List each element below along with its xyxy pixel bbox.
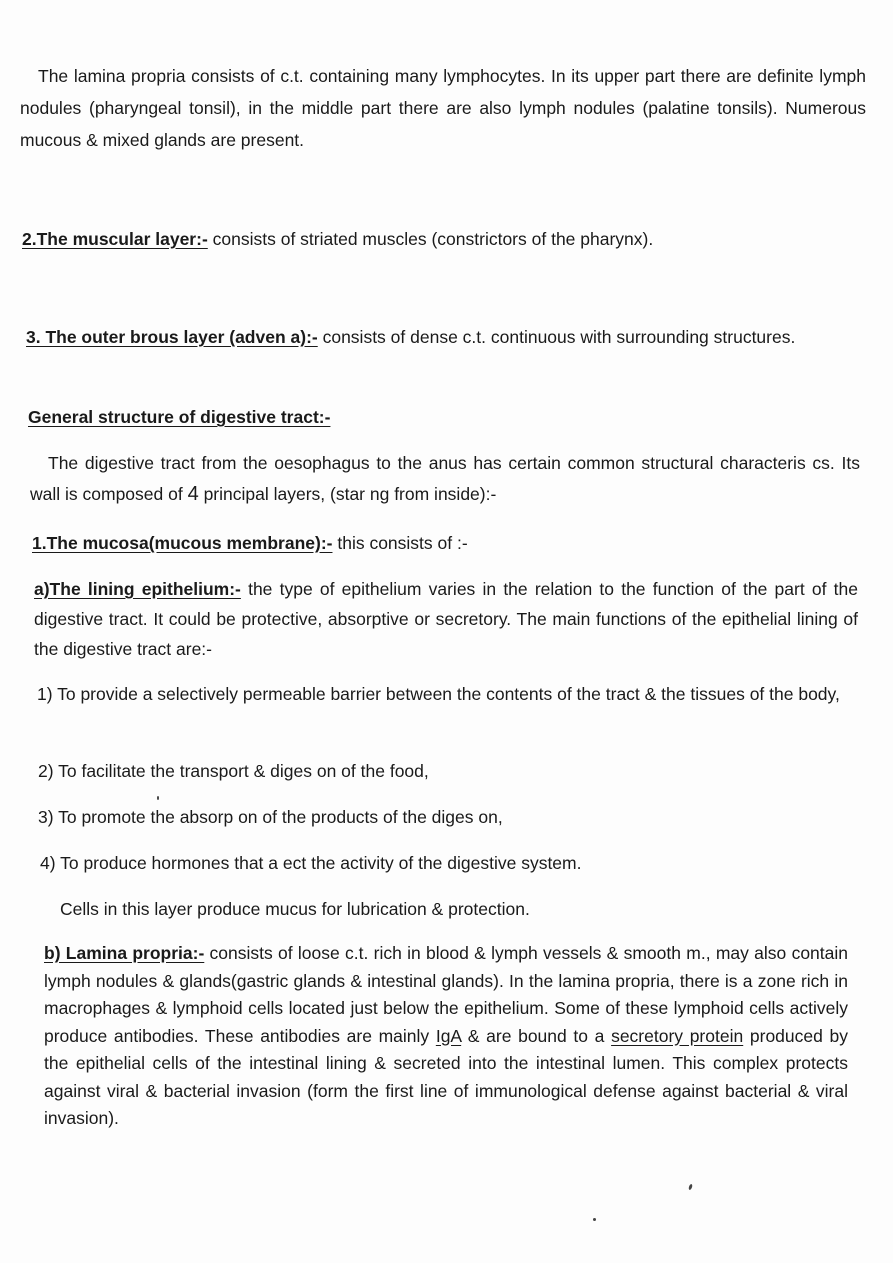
scan-speck	[157, 796, 159, 800]
paragraph-lamina-propria-pharynx	[20, 60, 866, 156]
scan-speck	[688, 1184, 693, 1191]
general-text-part1: The digestive tract from the oesophagus to the anus has certain common structural characteris cs. Its wall is composed of	[30, 453, 860, 504]
function-item-2	[38, 756, 858, 787]
lining-epithelium-heading: a)The lining epithelium:-	[34, 579, 241, 599]
paragraph-general-structure	[30, 448, 860, 510]
paragraph-text: The lamina propria consists of c.t. containing many lymphocytes. In its upper part there are definite lymph nodules (pharyngeal tonsil), in the middle part there are also lymph nodules (palatine tonsils). Numerous mucous & mixed glands are present.	[20, 66, 866, 150]
lamina-text-part2: & are bound to a	[461, 1025, 612, 1046]
lamina-text-part3: produced by the epithelial cells of the intestinal lining & secreted into the intestinal lumen. This complex protects against viral & bacterial invasion (form the first line of immunological defense against bacterial & viral invasion).	[44, 1025, 848, 1128]
outer-layer-heading: 3. The outer brous layer (adven a):-	[26, 327, 318, 347]
paragraph-muscular-layer	[22, 224, 868, 255]
function-text: 3) To promote the absorp on of the products of the diges on,	[38, 807, 503, 827]
mucosa-text: this consists of :-	[332, 533, 468, 553]
secretory-protein-term: secretory protein	[611, 1025, 744, 1046]
paragraph-lamina-propria	[44, 940, 848, 1133]
outer-layer-text: consists of dense c.t. continuous with surrounding structures.	[317, 327, 796, 347]
function-text: 4) To produce hormones that a ect the activity of the digestive system.	[40, 853, 582, 873]
cells-text: Cells in this layer produce mucus for lubrication & protection.	[60, 899, 530, 919]
function-item-3	[38, 802, 858, 833]
function-text: 2) To facilitate the transport & diges on of the food,	[38, 761, 429, 781]
iga-term: IgA	[435, 1025, 462, 1046]
muscular-layer-text: consists of striated muscles (constrictors of the pharynx).	[207, 229, 654, 249]
paragraph-mucosa	[32, 528, 852, 559]
paragraph-outer-fibrous-layer	[26, 320, 864, 354]
mucosa-heading: 1.The mucosa(mucous membrane):-	[32, 533, 333, 553]
section-heading-general-structure	[28, 402, 728, 433]
general-text-part2: principal layers, (star ng from inside):-	[198, 484, 497, 504]
lining-epithelium-text: the type of epithelium varies in the relation to the function of the part of the digestive tract. It could be protective, absorptive or secretory. The main functions of the epithelial lining of the digestive tract are:-	[34, 579, 858, 659]
paragraph-lining-epithelium	[34, 574, 858, 664]
paragraph-cells-mucus	[60, 894, 850, 925]
lamina-propria-heading: b) Lamina propria:-	[44, 943, 205, 963]
scan-speck	[593, 1218, 596, 1221]
lamina-text-part1: consists of loose c.t. rich in blood & lymph vessels & smooth m., may also contain lymph nodules & glands(gastric glands & intestinal glands). In the lamina propria, there is a zone rich in macrophages & lymphoid cells located just below the epithelium. Some of these lymphoid cells actively produce antibodies. These antibodies are mainly	[44, 943, 848, 1046]
layers-count: 4	[187, 483, 199, 505]
function-item-1	[37, 678, 859, 710]
muscular-layer-heading: 2.The muscular layer:-	[22, 229, 208, 249]
function-item-4	[40, 848, 860, 879]
general-structure-heading: General structure of digestive tract:-	[28, 407, 331, 427]
function-text: 1) To provide a selectively permeable barrier between the contents of the tract & the tissues of the body,	[37, 684, 840, 704]
